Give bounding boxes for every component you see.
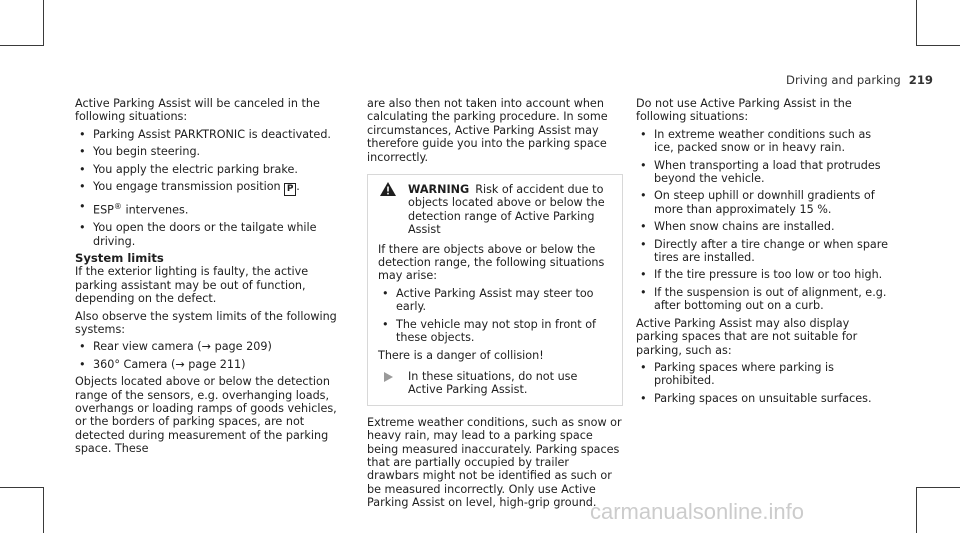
- system-name: Rear view camera: [93, 340, 194, 354]
- crop-mark: [43, 0, 44, 46]
- column-2: [367, 97, 623, 514]
- play-arrow-icon: [384, 372, 393, 385]
- arrow-icon: →: [201, 340, 212, 354]
- do-not-use-list: [636, 128, 894, 313]
- system-name: 360° Camera: [93, 357, 168, 371]
- display-paragraph: Active Parking Assist may also display parking spaces that are not suitable for parking, such as:: [636, 316, 858, 357]
- list-item: • You begin steering.: [75, 145, 351, 158]
- page-reference-link[interactable]: page 209: [214, 340, 268, 354]
- warning-title: Risk of accident due to objects located above or below the detection range of Active Parking Assist: [408, 183, 605, 237]
- intro-paragraph: Active Parking Assist will be canceled in the following situations:: [75, 97, 320, 124]
- unsuitable-list: [636, 361, 894, 405]
- danger-text: There is a danger of collision!: [378, 348, 544, 362]
- esp-rest: intervenes.: [121, 203, 189, 217]
- list-item: • When transporting a load that protrudes beyond the vehicle.: [636, 159, 894, 186]
- section-title: Driving and parking: [786, 73, 901, 87]
- esp-label: ESP: [93, 203, 114, 217]
- page-reference-link[interactable]: page 211: [188, 357, 242, 371]
- crop-mark: [0, 487, 44, 488]
- extreme-paragraph: Extreme weather conditions, such as snow or heavy rain, may lead to a parking space being measured inaccurately. Parking spaces that are partially occupied by trailer drawbars might not be identified as such or be measured incorrectly. Only use Active Parking Assist on level, high-grip ground.: [367, 415, 622, 510]
- list-item: [75, 200, 351, 217]
- running-header: [786, 74, 933, 87]
- section-heading: System limits: [75, 250, 164, 265]
- crop-mark: [0, 45, 44, 46]
- list-item: • Rear view camera (→ page 209): [75, 340, 351, 353]
- limits-paragraph: If the exterior lighting is faulty, the active parking assistant may be out of function, depending on the defect.: [75, 265, 309, 306]
- list-item: • On steep uphill or downhill gradients of more than approximately 15 %.: [636, 189, 894, 216]
- intro-paragraph: Do not use Active Parking Assist in the following situations:: [636, 97, 852, 124]
- list-item: • Directly after a tire change or when spare tires are installed.: [636, 238, 894, 265]
- warning-list: [378, 287, 612, 345]
- systems-list: [75, 340, 351, 371]
- objects-paragraph: Objects located above or below the detection range of the sensors, e.g. overhanging loads, overhangs or loading ramps of goods vehicles, or the borders of parking spaces, are not detected during measurement of the parking space. These: [75, 375, 337, 456]
- list-item: • You engage transmission position P .: [75, 180, 351, 196]
- arrow-icon: →: [175, 357, 185, 371]
- list-item: • Parking spaces where parking is prohibited.: [636, 361, 894, 388]
- crop-mark: [916, 487, 960, 488]
- crop-mark: [916, 45, 960, 46]
- list-item: • The vehicle may not stop in front of these objects.: [378, 318, 612, 345]
- observe-paragraph: Also observe the system limits of the following systems:: [75, 309, 337, 337]
- gear-p-icon: P: [284, 183, 296, 196]
- list-item: • 360° Camera (→ page 211): [75, 358, 351, 371]
- list-item: • In extreme weather conditions such as ice, packed snow or in heavy rain.: [636, 128, 894, 155]
- column-3: [636, 97, 894, 409]
- crop-mark: [43, 487, 44, 533]
- action-instruction: [378, 370, 612, 397]
- list-item-text: You engage transmission position: [93, 180, 281, 194]
- page-number: 219: [908, 73, 933, 87]
- crop-mark: [916, 487, 917, 533]
- cancel-conditions-list: [75, 128, 351, 248]
- warning-box: [367, 174, 623, 406]
- list-item: • If the suspension is out of alignment, e.g. after bottoming out on a curb.: [636, 286, 894, 313]
- warning-header: [378, 183, 612, 237]
- warning-body: If there are objects above or below the detection range, the following situations may arise:: [378, 242, 605, 283]
- action-text: In these situations, do not use Active Parking Assist.: [408, 369, 578, 397]
- list-item: • Active Parking Assist may steer too early.: [378, 287, 612, 314]
- list-item: • Parking Assist PARKTRONIC is deactivated.: [75, 128, 351, 141]
- watermark: carmanualsonline.info: [590, 499, 805, 524]
- list-item: • You open the doors or the tailgate while driving.: [75, 221, 351, 248]
- warning-triangle-icon: [380, 182, 396, 199]
- continuation-paragraph: are also then not taken into account when calculating the parking procedure. In some circumstances, Active Parking Assist may therefore guide you into the parking space incorrectly.: [367, 97, 608, 164]
- list-item: • Parking spaces on unsuitable surfaces.: [636, 392, 894, 405]
- list-item: • If the tire pressure is too low or too high.: [636, 268, 894, 281]
- warning-label: WARNING: [408, 183, 470, 197]
- column-1: [75, 97, 351, 460]
- registered-mark: ®: [113, 202, 122, 212]
- list-item: • When snow chains are installed.: [636, 220, 894, 233]
- list-item: • You apply the electric parking brake.: [75, 163, 351, 176]
- crop-mark: [916, 0, 917, 46]
